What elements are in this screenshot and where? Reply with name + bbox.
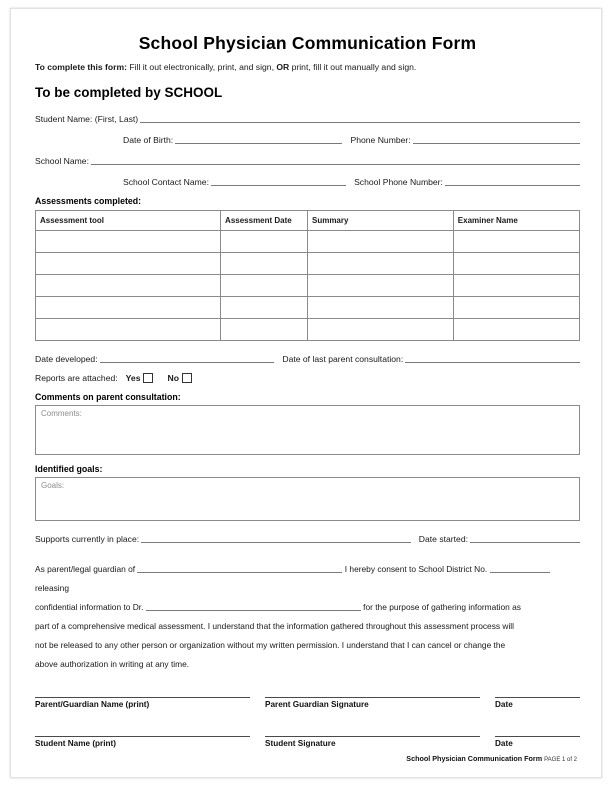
- cell-assessment-date[interactable]: [221, 319, 308, 341]
- column-header-examiner-name: Examiner Name: [453, 211, 579, 231]
- date-of-birth-label: Date of Birth:: [123, 135, 174, 146]
- date-last-consultation-input[interactable]: [405, 352, 580, 363]
- instruction-part-1: Fill it out electronically, print, and sign,: [127, 62, 277, 72]
- cell-assessment-tool[interactable]: [36, 297, 221, 319]
- instruction-part-2: print, fill it out manually and sign.: [289, 62, 417, 72]
- field-supports: [35, 532, 580, 544]
- guardian-of-input[interactable]: [137, 563, 342, 573]
- school-district-no-input[interactable]: [490, 563, 550, 573]
- reports-attached-label: Reports are attached:: [35, 373, 118, 384]
- cell-assessment-tool[interactable]: [36, 253, 221, 275]
- student-signature-label: Student Signature: [265, 738, 336, 748]
- consent-line2-b: for the purpose of gathering information as: [360, 601, 521, 612]
- consent-line4: not be released to any other person or organization without my written permission. I understand that I can cancel or change the: [35, 639, 506, 650]
- table-row: [36, 297, 580, 319]
- doctor-name-input[interactable]: [146, 601, 361, 611]
- cell-examiner-name[interactable]: [453, 275, 579, 297]
- comments-textarea[interactable]: Comments:: [35, 405, 580, 455]
- school-phone-number-input[interactable]: [445, 175, 580, 186]
- cell-summary[interactable]: [307, 275, 453, 297]
- parent-guardian-signature-line[interactable]: [265, 696, 480, 698]
- consent-line3: part of a comprehensive medical assessment. I understand that the information gathered throughout this assessment process will: [35, 620, 515, 631]
- assessments-table: [35, 210, 580, 341]
- student-date-label: Date: [495, 738, 513, 748]
- consent-line1-b: I hereby consent to School District No.: [342, 564, 490, 575]
- cell-assessment-date[interactable]: [221, 253, 308, 275]
- instruction-prefix: To complete this form:: [35, 62, 127, 72]
- comments-label: Comments on parent consultation:: [35, 392, 181, 403]
- cell-summary[interactable]: [307, 297, 453, 319]
- field-school-contact: [35, 175, 580, 187]
- date-developed-input[interactable]: [100, 352, 275, 363]
- student-name-label: Student Name: (First, Last): [35, 114, 139, 125]
- school-phone-number-label: School Phone Number:: [354, 177, 443, 188]
- page-footer: [406, 754, 577, 763]
- phone-number-input[interactable]: [413, 133, 580, 144]
- student-signature-line[interactable]: [265, 735, 480, 737]
- date-of-birth-input[interactable]: [175, 133, 342, 144]
- column-header-assessment-tool: Assessment tool: [36, 211, 221, 231]
- completion-instruction: [35, 62, 580, 73]
- cell-assessment-date[interactable]: [221, 231, 308, 253]
- parent-guardian-name-line[interactable]: [35, 696, 250, 698]
- table-row: [36, 231, 580, 253]
- cell-assessment-tool[interactable]: [36, 319, 221, 341]
- column-header-summary: Summary: [307, 211, 453, 231]
- cell-examiner-name[interactable]: [453, 319, 579, 341]
- signature-line-row-1: [35, 696, 580, 698]
- student-name-input[interactable]: [140, 112, 580, 123]
- table-header-row: [36, 211, 580, 231]
- school-name-label: School Name:: [35, 156, 89, 167]
- cell-summary[interactable]: [307, 253, 453, 275]
- reports-yes-label: Yes: [125, 373, 141, 384]
- student-name-print-label: Student Name (print): [35, 738, 116, 748]
- document-sheet: [10, 8, 602, 778]
- footer-page-number: PAGE 1 of 2: [544, 757, 577, 763]
- table-row: [36, 319, 580, 341]
- cell-summary[interactable]: [307, 231, 453, 253]
- reports-no-checkbox[interactable]: [182, 373, 192, 383]
- assessments-heading: Assessments completed:: [35, 196, 142, 207]
- cell-assessment-date[interactable]: [221, 275, 308, 297]
- field-school-name: [35, 154, 580, 166]
- field-dob-phone: [35, 133, 580, 145]
- school-name-input[interactable]: [91, 154, 580, 165]
- phone-number-label: Phone Number:: [350, 135, 411, 146]
- parent-date-label: Date: [495, 699, 513, 709]
- cell-examiner-name[interactable]: [453, 253, 579, 275]
- consent-line1-c: releasing: [35, 583, 69, 594]
- cell-assessment-tool[interactable]: [36, 275, 221, 297]
- field-dates: [35, 352, 580, 364]
- cell-summary[interactable]: [307, 319, 453, 341]
- goals-label: Identified goals:: [35, 464, 103, 475]
- cell-examiner-name[interactable]: [453, 297, 579, 319]
- signature-labels-row-2: [35, 739, 580, 748]
- page-title: School Physician Communication Form: [138, 33, 477, 53]
- field-student-name: [35, 112, 580, 124]
- footer-title: School Physician Communication Form: [406, 754, 543, 763]
- field-reports-attached: [35, 373, 580, 383]
- signature-block: [35, 696, 580, 748]
- date-developed-label: Date developed:: [35, 354, 98, 365]
- signature-labels-row-1: [35, 700, 580, 709]
- school-contact-name-label: School Contact Name:: [123, 177, 209, 188]
- parent-date-line[interactable]: [495, 696, 580, 698]
- supports-input[interactable]: [141, 532, 411, 543]
- date-started-label: Date started:: [418, 534, 468, 545]
- consent-paragraph: [35, 560, 580, 673]
- parent-guardian-name-label: Parent/Guardian Name (print): [35, 699, 150, 709]
- consent-line2-a: confidential information to Dr.: [35, 601, 146, 612]
- table-row: [36, 253, 580, 275]
- student-name-print-line[interactable]: [35, 735, 250, 737]
- column-header-assessment-date: Assessment Date: [221, 211, 308, 231]
- cell-assessment-date[interactable]: [221, 297, 308, 319]
- supports-label: Supports currently in place:: [35, 534, 140, 545]
- cell-examiner-name[interactable]: [453, 231, 579, 253]
- signature-line-row-2: [35, 735, 580, 737]
- cell-assessment-tool[interactable]: [36, 231, 221, 253]
- table-row: [36, 275, 580, 297]
- student-date-line[interactable]: [495, 735, 580, 737]
- consent-line5: above authorization in writing at any time.: [35, 658, 190, 669]
- document-content: [35, 27, 580, 748]
- goals-textarea[interactable]: Goals:: [35, 477, 580, 521]
- reports-no-label: No: [167, 373, 179, 384]
- date-last-consultation-label: Date of last parent consultation:: [282, 354, 404, 365]
- section-title-school: To be completed by SCHOOL: [35, 85, 223, 101]
- school-contact-name-input[interactable]: [211, 175, 346, 186]
- parent-guardian-signature-label: Parent Guardian Signature: [265, 699, 369, 709]
- consent-line1-a: As parent/legal guardian of: [35, 564, 138, 575]
- date-started-input[interactable]: [470, 532, 580, 543]
- reports-yes-checkbox[interactable]: [143, 373, 153, 383]
- instruction-or: OR: [276, 62, 290, 72]
